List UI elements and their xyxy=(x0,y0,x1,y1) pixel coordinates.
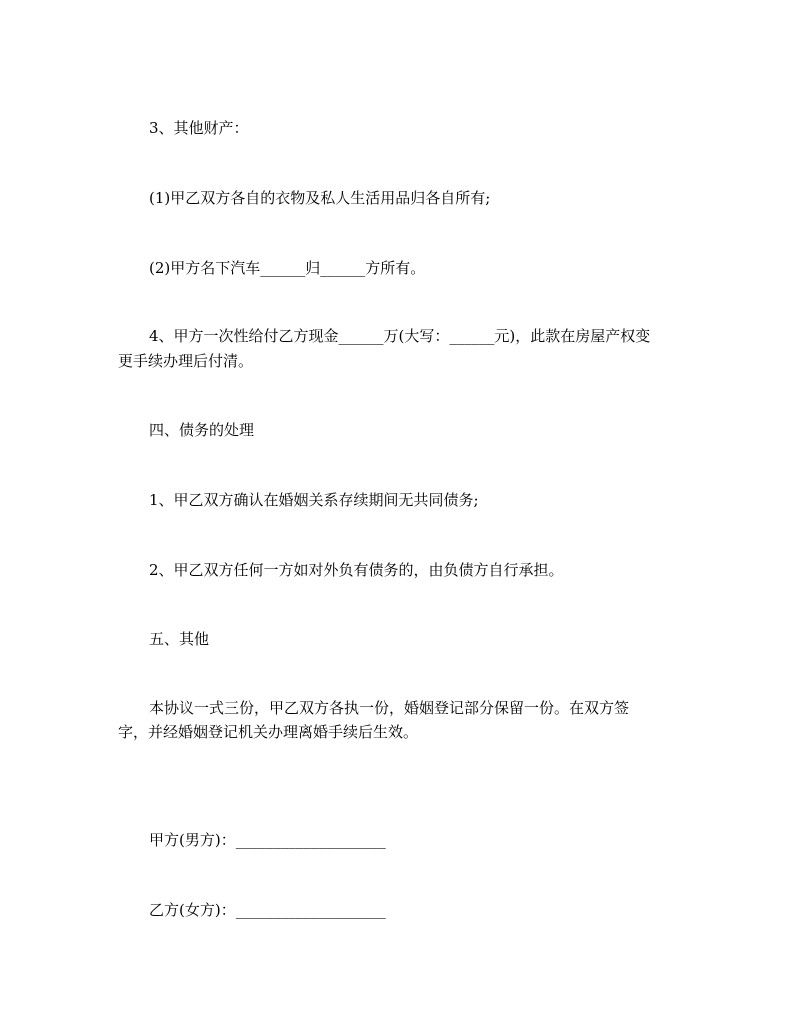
cash-payment-line-1: 4、甲方一次性给付乙方现金______万(大写：______元)，此款在房屋产权变 xyxy=(149,327,651,345)
party-a-signature-line: 甲方(男方)：____________________ xyxy=(149,831,386,849)
other-assets-item-1: (1)甲乙双方各自的衣物及私人生活用品归各自所有; xyxy=(149,189,491,207)
other-assets-item-2: (2)甲方名下汽车______归______方所有。 xyxy=(149,259,426,277)
debt-heading: 四、债务的处理 xyxy=(149,421,255,439)
party-b-signature-line: 乙方(女方)：____________________ xyxy=(149,901,386,919)
other-assets-heading: 3、其他财产： xyxy=(149,119,249,137)
cash-payment-line-2: 更手续办理后付清。 xyxy=(118,352,254,370)
debt-item-1: 1、甲乙双方确认在婚姻关系存续期间无共同债务; xyxy=(149,491,479,509)
debt-item-2: 2、甲乙双方任何一方如对外负有债务的，由负债方自行承担。 xyxy=(149,561,564,579)
other-heading: 五、其他 xyxy=(149,630,210,648)
copies-line-2: 字，并经婚姻登记机关办理离婚手续后生效。 xyxy=(118,723,419,741)
copies-line-1: 本协议一式三份，甲乙双方各执一份，婚姻登记部分保留一份。在双方签 xyxy=(149,699,630,717)
